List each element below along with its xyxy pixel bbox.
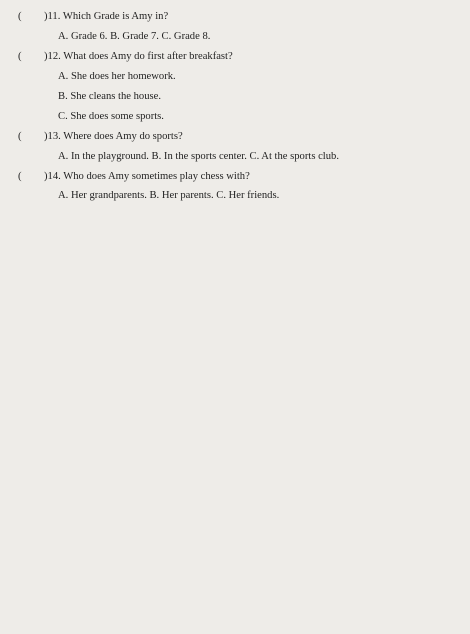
option-a: A. She does her homework.	[58, 71, 176, 82]
question-14-options: A. Her grandparents. B. Her parents. C. Her friends.	[58, 190, 280, 201]
option-b: B. She cleans the house.	[58, 91, 161, 102]
question-number: )14.	[44, 171, 61, 182]
option-c: C. She does some sports.	[58, 111, 164, 122]
answer-paren[interactable]: (	[18, 11, 22, 22]
question-text: Who does Amy sometimes play chess with?	[63, 171, 250, 182]
question-13-options: A. In the playground. B. In the sports center. C. At the sports club.	[58, 151, 339, 162]
question-text: Which Grade is Amy in?	[62, 11, 169, 22]
question-text: Where does Amy do sports?	[63, 131, 183, 142]
question-11-options: A. Grade 6. B. Grade 7. C. Grade 8.	[58, 31, 211, 42]
question-number: )11.	[44, 11, 61, 22]
answer-paren[interactable]: (	[18, 171, 22, 182]
question-number: )13.	[44, 131, 61, 142]
answer-paren[interactable]: (	[18, 131, 22, 142]
question-text: What does Amy do first after breakfast?	[63, 51, 233, 62]
answer-paren[interactable]: (	[18, 51, 22, 62]
question-number: )12.	[44, 51, 61, 62]
